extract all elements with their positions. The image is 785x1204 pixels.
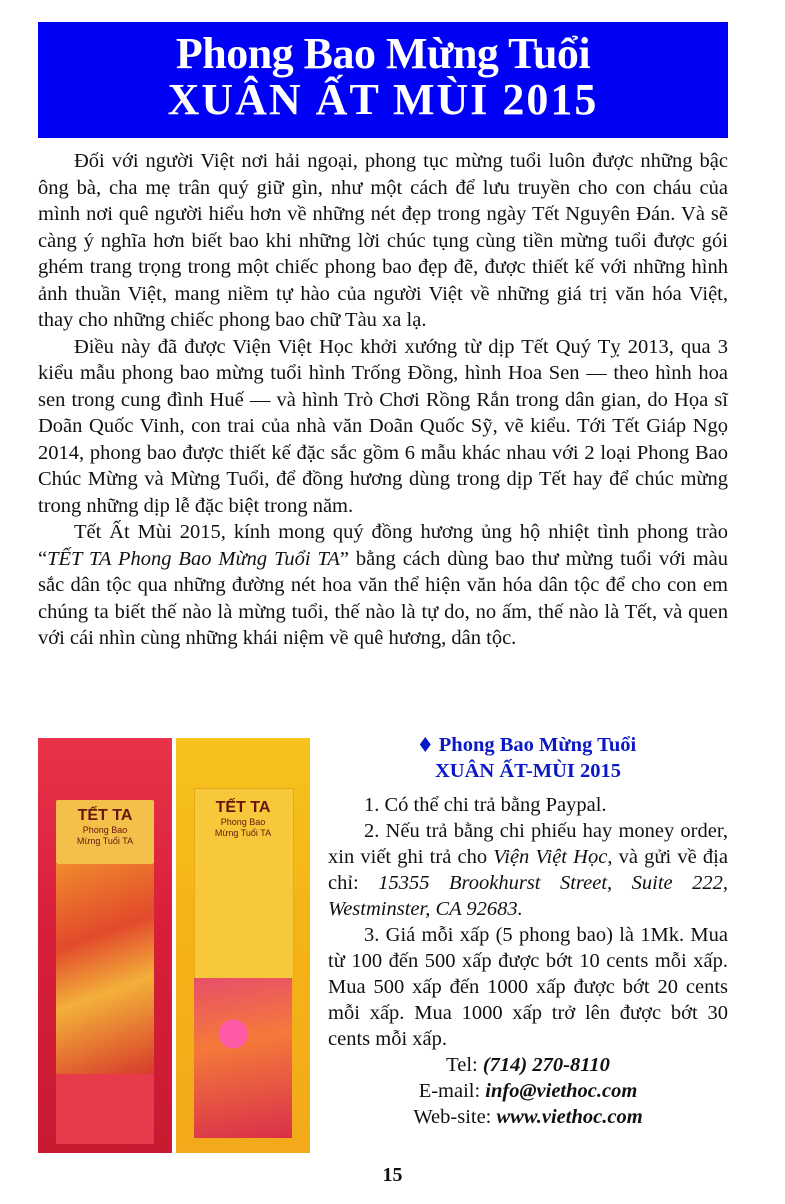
order-info <box>328 732 728 1130</box>
envelope-footer <box>56 1074 154 1144</box>
title-line-2: XUÂN ẤT MÙI 2015 <box>167 75 599 124</box>
email-link[interactable]: info@viethoc.com <box>485 1080 638 1102</box>
title-banner <box>38 22 728 138</box>
logo-line-1: TẾT TA <box>215 799 271 816</box>
website-link[interactable]: www.viethoc.com <box>496 1106 643 1128</box>
logo-line-3: Mừng Tuổi TA <box>76 836 134 846</box>
campaign-name: TẾT TA Phong Bao Mừng Tuổi TA <box>47 547 340 570</box>
article-paragraph-3 <box>38 519 728 652</box>
article-paragraph-1: Đối với người Việt nơi hải ngoại, phong tục mừng tuổi luôn được những bậc ông bà, cha mẹ trân quý giữ gìn, như một cách để lưu truyền cho con cháu của mình nơi quê người hiểu hơn về những nét đẹp trong ngày Tết Nguyên Đán. Và sẽ càng ý nghĩa hơn biết bao khi những lời chúc tụng cùng tiền mừng tuổi được gói ghém trang trọng trong một chiếc phong bao đẹp đẽ, được thiết kế với những hình ảnh thuần Việt, mang niềm tự hào của người Việt về những giá trị văn hóa Việt, thay cho những chiếc phong bao chữ Tàu xa lạ. <box>38 150 728 331</box>
logo-line-1: TẾT TA <box>77 807 133 824</box>
contact-phone: Tel: (714) 270-8110 <box>446 1054 610 1076</box>
article-body <box>38 148 728 652</box>
contact-email: E-mail: info@viethoc.com <box>418 1080 638 1102</box>
logo-line-3: Mừng Tuổi TA <box>214 828 272 838</box>
paragraph-3-lead: Tết Ất Mùi 2015, kính mong quý đồng hương ủng hộ nhiệt tình phong trào “ <box>38 521 728 570</box>
contact-website: Web-site: www.viethoc.com <box>413 1106 643 1128</box>
envelope-artwork <box>194 978 292 1138</box>
logo-line-2: Phong Bao <box>82 825 128 835</box>
mailing-address: 15355 Brookhurst Street, Suite 222, Westminster, CA 92683. <box>328 872 728 920</box>
page-number: 15 <box>382 1164 403 1186</box>
envelope-logo <box>198 800 288 838</box>
order-heading-2: XUÂN ẤT-MÙI 2015 <box>434 760 622 782</box>
paragraph-3-rest: ” bằng cách dùng bao thư mừng tuổi với màu sắc dân tộc qua những đường nét hoa văn thể hiện văn hóa dân tộc để cho con em chúng ta biết thế nào là mừng tuổi, thế nào là tự do, no ấm, thế nào là Tết, và quen với cái nhìn cùng những khái niệm về quê hương, dân tộc. <box>38 547 728 649</box>
title-line-1: Phong Bao Mừng Tuổi <box>175 29 591 78</box>
order-item-2: 2. Nếu trả bằng chi phiếu hay money order, xin viết ghi trả cho Viện Việt Học, và gửi về địa chỉ: 15355 Brookhurst Street, Suite 222, Westminster, CA 92683. <box>328 820 728 920</box>
order-item-1: 1. Có thể chi trả bằng Paypal. <box>364 794 607 816</box>
payee-name: Viện Việt Học <box>493 846 608 868</box>
diamond-bullet-icon <box>420 737 431 752</box>
article-paragraph-2: Điều này đã được Viện Việt Học khởi xướng từ dịp Tết Quý Tỵ 2013, qua 3 kiểu mẫu phong bao mừng tuổi hình Trống Đồng, hình Hoa Sen — theo hình hoa sen trong cung đình Huế — và hình Trò Chơi Rồng Rắn trong dân gian, do Họa sĩ Doãn Quốc Vinh, con trai của nhà văn Doãn Quốc Sỹ, vẽ kiểu. Tới Tết Giáp Ngọ 2014, phong bao được thiết kế đặc sắc gồm 6 mẫu khác nhau với 2 loại Phong Bao Chúc Mừng và Mừng Tuổi, để đồng hương dùng trong dịp Tết hay để chúc mừng trong những dịp lễ đặc biệt trong năm. <box>38 335 728 517</box>
envelope-artwork <box>56 864 154 1074</box>
yellow-envelope-image <box>176 738 310 1153</box>
order-item-3: 3. Giá mỗi xấp (5 phong bao) là 1Mk. Mua từ 100 đến 500 xấp được bớt 10 cents mỗi xấp. Mua 500 xấp đến 1000 xấp được bớt 20 cents mỗi xấp. Mua 1000 xấp trở lên được bớt 30 cents mỗi xấp. <box>328 924 728 1050</box>
phone-number: (714) 270-8110 <box>482 1054 610 1076</box>
envelope-logo <box>60 808 150 846</box>
order-heading-1: Phong Bao Mừng Tuổi <box>328 732 728 758</box>
red-envelope-image <box>38 738 172 1153</box>
logo-line-2: Phong Bao <box>220 817 266 827</box>
